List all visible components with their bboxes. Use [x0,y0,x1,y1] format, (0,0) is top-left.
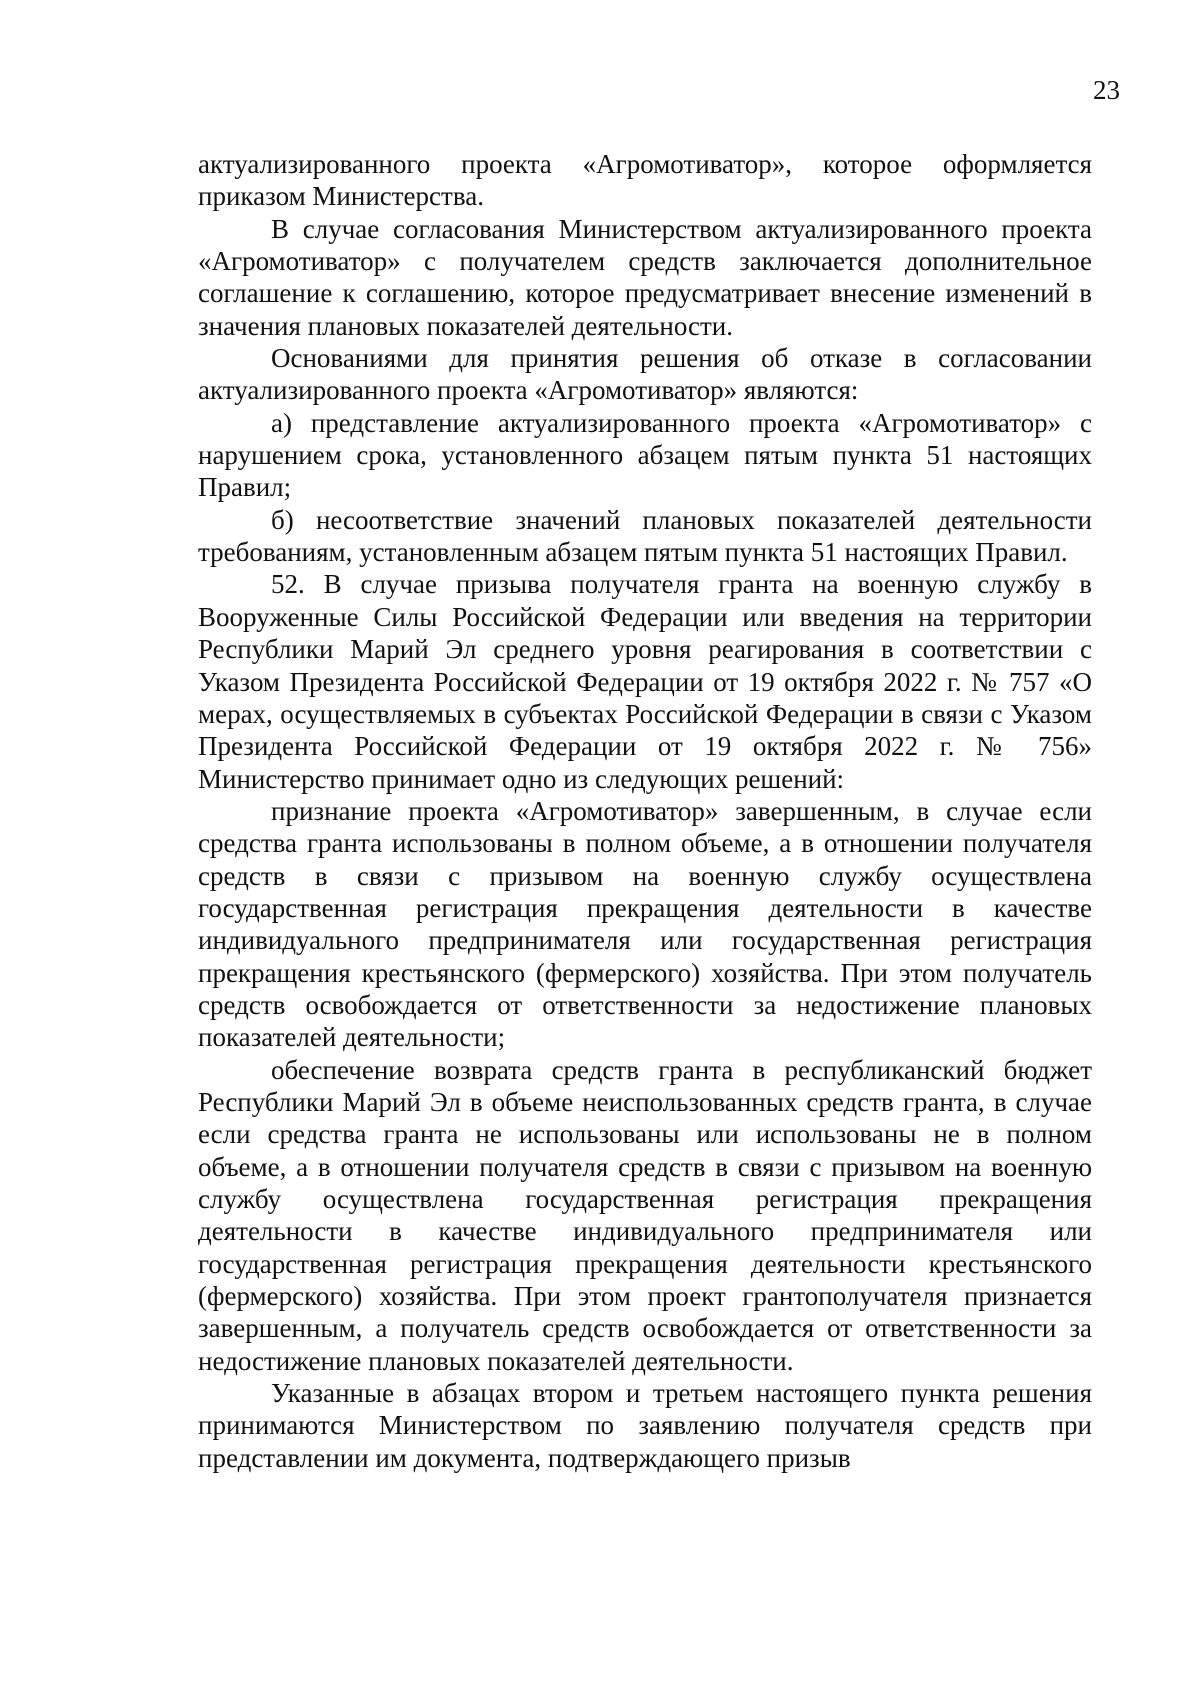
paragraph-decisions-procedure: Указанные в абзацах втором и третьем настоящего пункта решения принимаются Министерством по заявлению получателя средств при представлении им документа, подтверждающего призыв [198,1378,1092,1473]
list-item-a: а) представление актуализированного проекта «Агромотиватор» с нарушением срока, установленного абзацем пятым пункта 51 настоящих Правил; [198,407,1092,503]
paragraph-decision-refund: обеспечение возврата средств гранта в республиканский бюджет Республики Марий Эл в объеме неиспользованных средств гранта, в случае если средства гранта не использованы или использованы не в полном объеме, а в отношении получателя средств в связи с призывом на военную службу осуществлена государственная регистрация прекращения деятельности в качестве индивидуального предпринимателя или государственная регистрация прекращения деятельности крестьянского (фермерского) хозяйства. При этом проект грантополучателя признается завершенным, а получатель средств освобождается от ответственности за недостижение плановых показателей деятельности. [198,1054,1092,1376]
paragraph-decision-completed: признание проекта «Агромотиватор» завершенным, в случае если средства гранта использованы в полном объеме, а в отношении получателя средств в связи с призывом на военную службу осуществлена государственная регистрация прекращения деятельности в качестве индивидуального предпринимателя или государственная регистрация прекращения крестьянского (фермерского) хозяйства. При этом получатель средств освобождается от ответственности за недостижение плановых показателей деятельности; [198,795,1092,1053]
paragraph-continuation: актуализированного проекта «Агромотиватор», которое оформляется приказом Министерства. [198,149,1092,212]
document-body [198,148,1092,1474]
list-item-b: б) несоответствие значений плановых показателей деятельности требованиям, установленным абзацем пятым пункта 51 настоящих Правил. [198,504,1092,568]
paragraph-agreement: В случае согласования Министерством актуализированного проекта «Агромотиватор» с получателем средств заключается дополнительное соглашение к соглашению, которое предусматривает внесение изменений в значения плановых показателей деятельности. [198,213,1092,341]
paragraph-refusal-grounds: Основаниями для принятия решения об отказе в согласовании актуализированного проекта «Агромотиватор» являются: [198,343,1092,406]
paragraph-clause-52: 52. В случае призыва получателя гранта на военную службу в Вооруженные Силы Российской Федерации или введения на территории Республики Марий Эл среднего уровня реагирования в соответствии с Указом Президента Российской Федерации от 19 октября 2022 г. № 757 «О мерах, осуществляемых в субъектах Российской Федерации в связи с Указом Президента Российской Федерации от 19 октября 2022 г. № 756» Министерство принимает одно из следующих решений: [198,569,1092,794]
page-number: 23 [1093,75,1120,105]
